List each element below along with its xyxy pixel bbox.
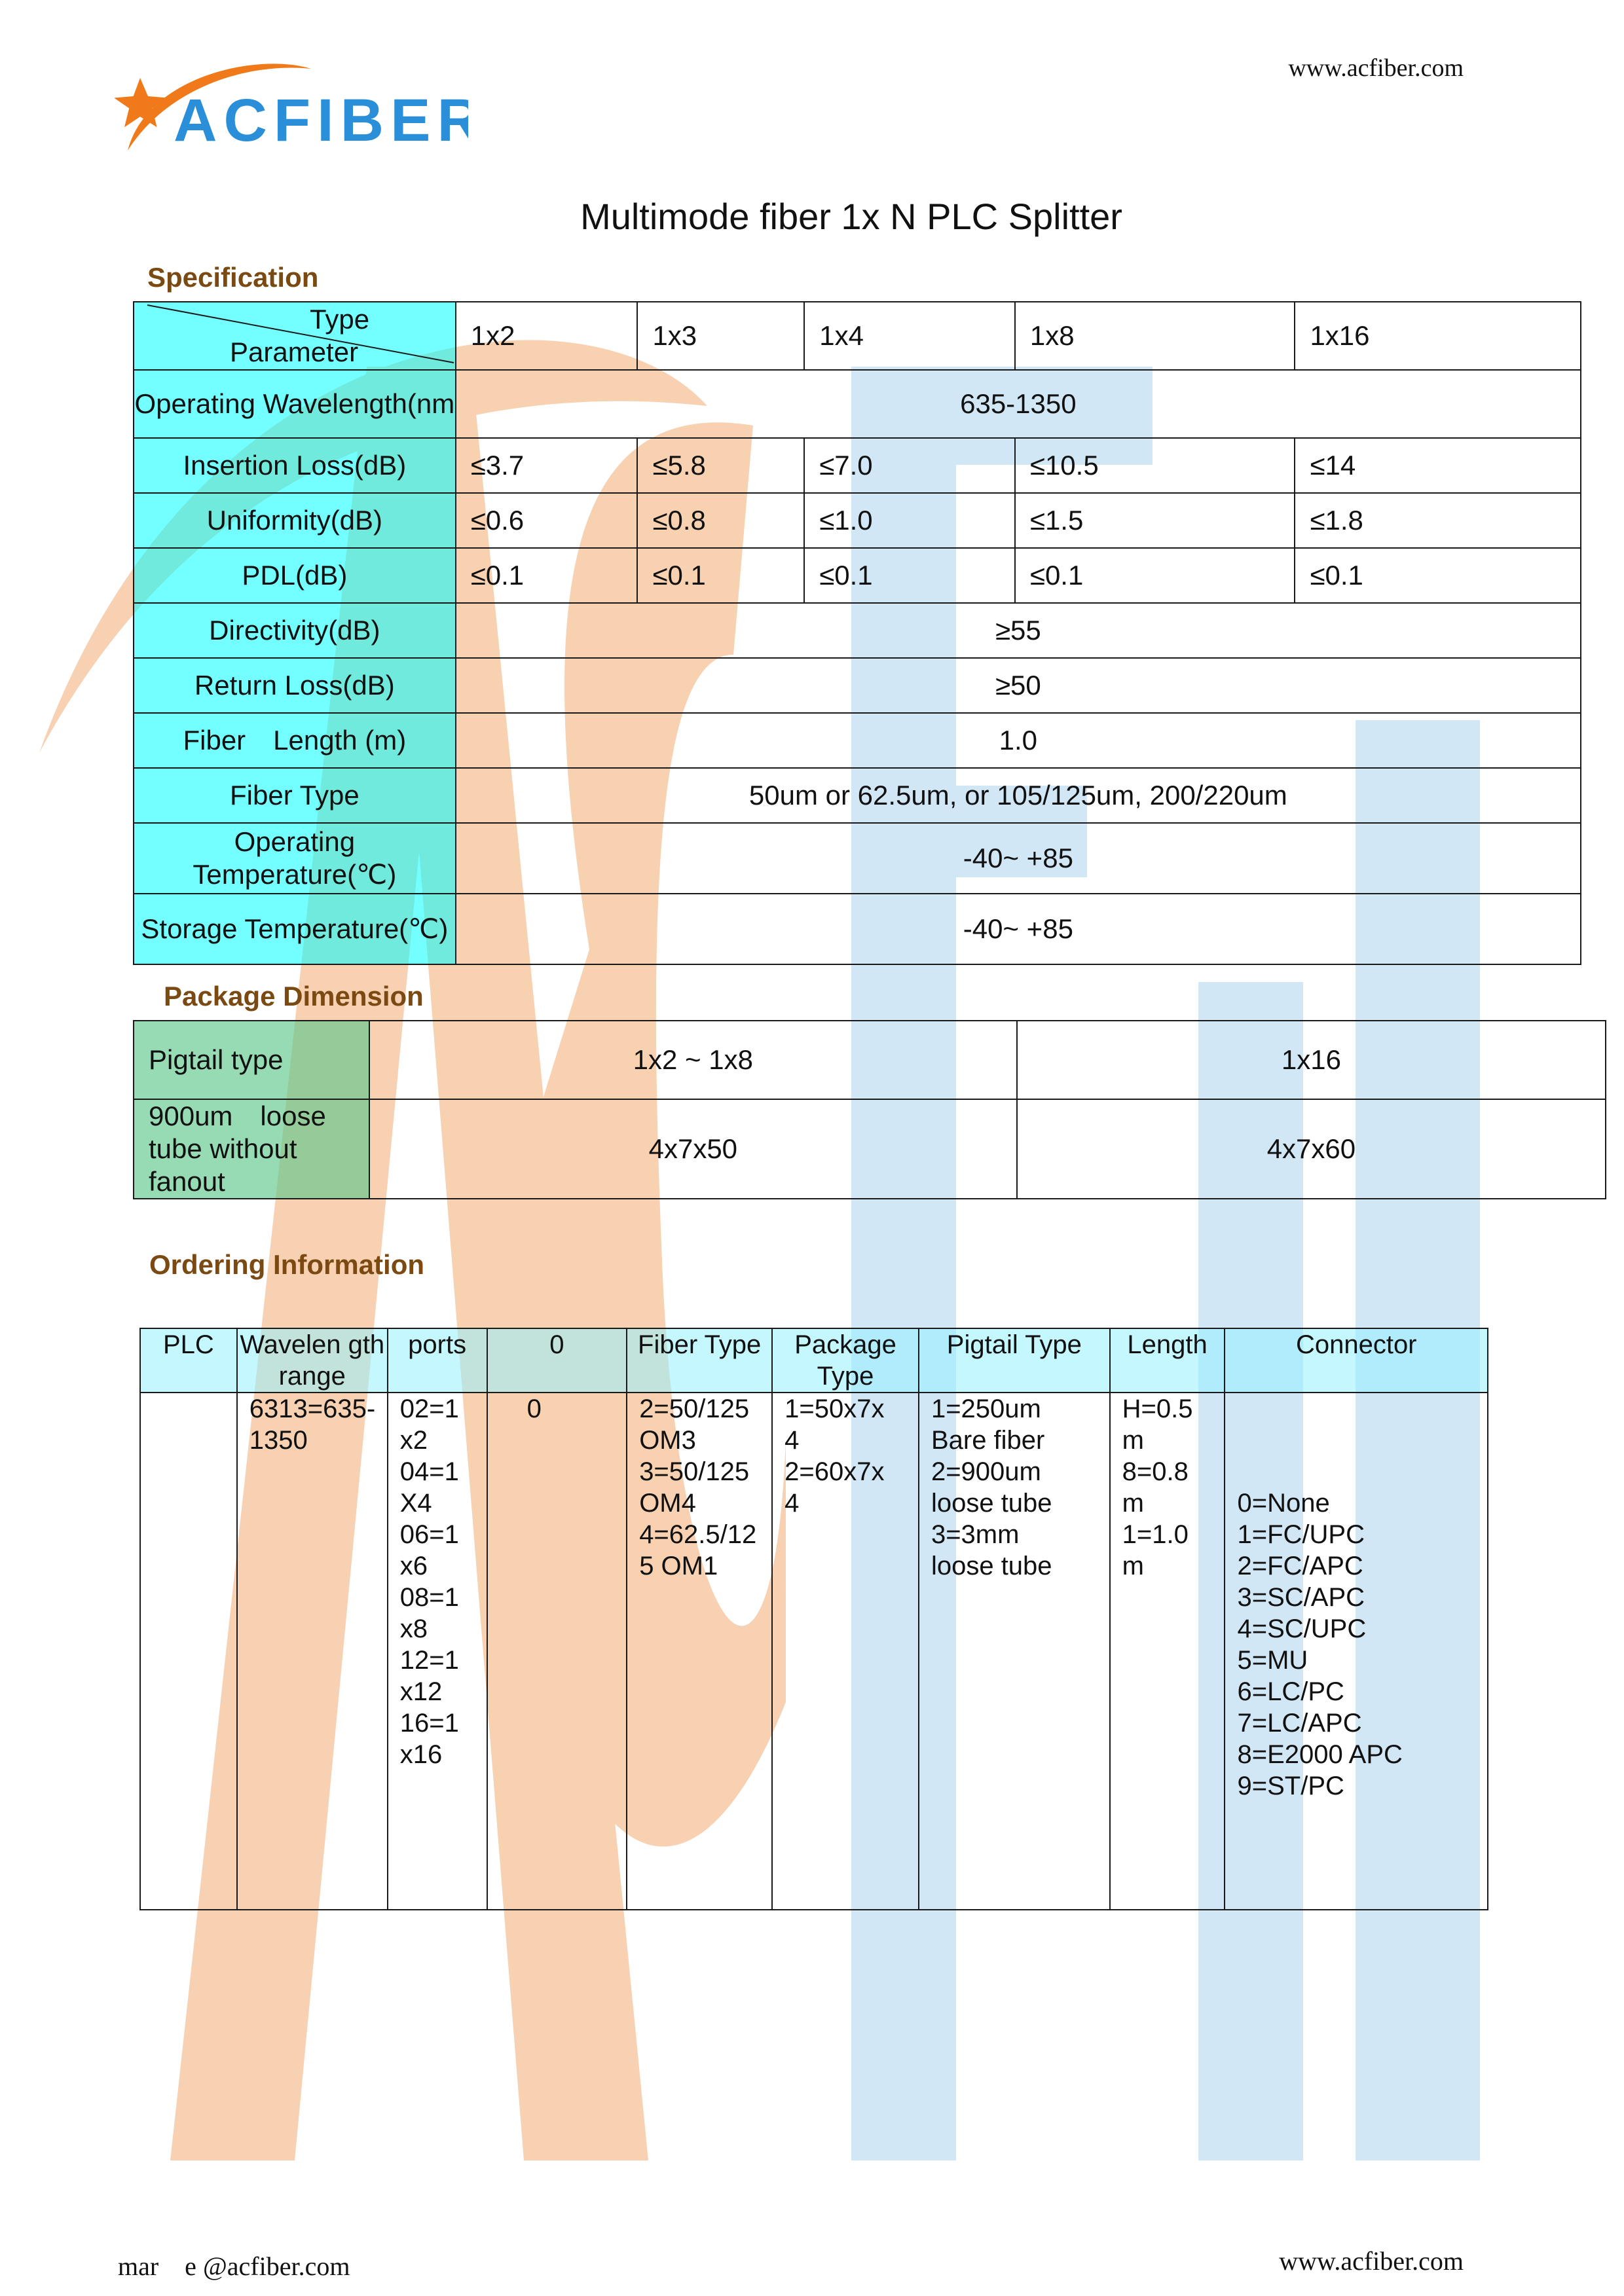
- header-package-type: Package Type: [772, 1328, 919, 1393]
- package-type-line: 1=50x7x: [784, 1394, 885, 1423]
- spec-row-return-loss: [134, 658, 1581, 713]
- spec-header-row: [134, 302, 1581, 370]
- ports-line: 04=1: [399, 1457, 459, 1486]
- insertion-loss-cell: ≤3.7: [456, 438, 638, 493]
- spec-row-fiber-length: [134, 713, 1581, 768]
- connector-line: 6=LC/PC: [1237, 1677, 1344, 1706]
- directivity-value: ≥55: [456, 603, 1581, 658]
- header-wavelength-range: Wavelen gth range: [237, 1328, 388, 1393]
- pdl-cell: ≤0.1: [804, 548, 1015, 603]
- package-col-1x2-1x8: 1x2 ~ 1x8: [369, 1021, 1017, 1099]
- return-loss-value: ≥50: [456, 658, 1581, 713]
- operating-temp-label: Operating Temperature(℃): [134, 823, 456, 894]
- ports-line: x16: [399, 1740, 443, 1769]
- acfiber-logo: [115, 49, 468, 160]
- pigtail-type-line: Bare fiber: [931, 1426, 1045, 1455]
- wavelength-cell: 6313=635-1350: [237, 1393, 388, 1910]
- pigtail-type-line: 3=3mm: [931, 1520, 1020, 1549]
- fiber-length-value: 1.0: [456, 713, 1581, 768]
- connector-line: 0=None: [1237, 1489, 1330, 1518]
- specification-heading: Specification: [147, 262, 319, 293]
- package-heading: Package Dimension: [164, 981, 424, 1011]
- pigtail-type-line: loose tube: [931, 1489, 1052, 1518]
- return-loss-label: Return Loss(dB): [134, 658, 456, 713]
- fiber-type-cell: [627, 1393, 772, 1910]
- pigtail-type-label: Pigtail type: [134, 1021, 369, 1099]
- connector-line: 2=FC/APC: [1237, 1552, 1363, 1580]
- ordering-body-row: [140, 1393, 1488, 1910]
- package-row-pigtail: [134, 1021, 1606, 1099]
- type-parameter-corner: [134, 302, 456, 370]
- uniformity-cell: ≤1.5: [1015, 493, 1295, 548]
- insertion-loss-cell: ≤5.8: [637, 438, 804, 493]
- fiber-type-line: 5 OM1: [639, 1552, 718, 1580]
- header-website[interactable]: www.acfiber.com: [1288, 54, 1464, 82]
- ports-line: 06=1: [399, 1520, 459, 1549]
- package-type-line: 4: [784, 1426, 800, 1455]
- header-connector: Connector: [1225, 1328, 1488, 1393]
- zero-cell: 0: [487, 1393, 627, 1910]
- fiber-type-line: 2=50/125: [639, 1394, 750, 1423]
- operating-temp-value: -40~ +85: [456, 823, 1581, 894]
- specification-table: [133, 301, 1581, 965]
- length-line: H=0.5: [1122, 1394, 1193, 1423]
- type-1x8: 1x8: [1015, 302, 1295, 370]
- ports-line: x8: [399, 1614, 428, 1643]
- pigtail-type-line: 1=250um: [931, 1394, 1041, 1423]
- connector-line: 4=SC/UPC: [1237, 1614, 1367, 1643]
- pdl-cell: ≤0.1: [1015, 548, 1295, 603]
- uniformity-cell: ≤1.8: [1295, 493, 1581, 548]
- connector-line: 7=LC/APC: [1237, 1709, 1362, 1738]
- connector-cell: [1225, 1393, 1488, 1910]
- spec-row-fiber-type: [134, 768, 1581, 823]
- length-line: m: [1122, 1426, 1144, 1455]
- header-fiber-type: Fiber Type: [627, 1328, 772, 1393]
- pigtail-type-line: loose tube: [931, 1552, 1052, 1580]
- ordering-header-row: [140, 1328, 1488, 1393]
- insertion-loss-cell: ≤7.0: [804, 438, 1015, 493]
- package-dim-1x2-1x8: 4x7x50: [369, 1099, 1017, 1199]
- package-table: [133, 1020, 1606, 1199]
- insertion-loss-cell: ≤14: [1295, 438, 1581, 493]
- corner-type-label: Type: [310, 304, 370, 335]
- connector-line: 3=SC/APC: [1237, 1583, 1365, 1612]
- loose-tube-label: 900um loose tube without fanout: [134, 1099, 369, 1199]
- pdl-cell: ≤0.1: [456, 548, 638, 603]
- footer-website[interactable]: www.acfiber.com: [1279, 2246, 1464, 2276]
- fiber-type-line: OM4: [639, 1489, 696, 1518]
- ports-line: x12: [399, 1677, 443, 1706]
- ports-line: 12=1: [399, 1646, 459, 1675]
- pdl-cell: ≤0.1: [1295, 548, 1581, 603]
- fiber-length-label: Fiber Length (m): [134, 713, 456, 768]
- ports-line: 08=1: [399, 1583, 459, 1612]
- footer-email[interactable]: mar e @acfiber.com: [118, 2251, 350, 2281]
- package-type-line: 4: [784, 1489, 800, 1518]
- connector-line: 9=ST/PC: [1237, 1772, 1344, 1800]
- operating-wavelength-value: 635-1350: [456, 370, 1581, 438]
- fiber-type-line: 3=50/125: [639, 1457, 750, 1486]
- ports-cell: [388, 1393, 487, 1910]
- type-1x4: 1x4: [804, 302, 1015, 370]
- storage-temp-value: -40~ +85: [456, 894, 1581, 964]
- uniformity-cell: ≤0.6: [456, 493, 638, 548]
- header-length: Length: [1110, 1328, 1225, 1393]
- type-1x2: 1x2: [456, 302, 638, 370]
- pdl-cell: ≤0.1: [637, 548, 804, 603]
- header-pigtail-type: Pigtail Type: [919, 1328, 1110, 1393]
- uniformity-cell: ≤0.8: [637, 493, 804, 548]
- pdl-label: PDL(dB): [134, 548, 456, 603]
- uniformity-cell: ≤1.0: [804, 493, 1015, 548]
- connector-line: 1=FC/UPC: [1237, 1520, 1365, 1549]
- package-type-line: 2=60x7x: [784, 1457, 885, 1486]
- uniformity-label: Uniformity(dB): [134, 493, 456, 548]
- insertion-loss-cell: ≤10.5: [1015, 438, 1295, 493]
- plc-cell: [140, 1393, 237, 1910]
- length-line: 1=1.0: [1122, 1520, 1189, 1549]
- connector-line: 5=MU: [1237, 1646, 1308, 1675]
- ports-line: 02=1: [399, 1394, 459, 1423]
- spec-row-uniformity: [134, 493, 1581, 548]
- operating-wavelength-label: Operating Wavelength(nm: [134, 370, 456, 438]
- length-cell: [1110, 1393, 1225, 1910]
- spec-row-wavelength: [134, 370, 1581, 438]
- pigtail-type-line: 2=900um: [931, 1457, 1041, 1486]
- fiber-type-label: Fiber Type: [134, 768, 456, 823]
- length-line: m: [1122, 1552, 1144, 1580]
- ordering-heading: Ordering Information: [149, 1249, 424, 1280]
- ports-line: X4: [399, 1489, 432, 1518]
- fiber-type-line: OM3: [639, 1426, 696, 1455]
- spec-row-directivity: [134, 603, 1581, 658]
- spec-row-storage-temp: [134, 894, 1581, 964]
- type-1x3: 1x3: [637, 302, 804, 370]
- package-row-900um: [134, 1099, 1606, 1199]
- fiber-type-line: 4=62.5/12: [639, 1520, 757, 1549]
- package-dim-1x16: 4x7x60: [1017, 1099, 1606, 1199]
- ports-line: 16=1: [399, 1709, 459, 1738]
- spec-row-pdl: [134, 548, 1581, 603]
- fiber-type-value: 50um or 62.5um, or 105/125um, 200/220um: [456, 768, 1581, 823]
- connector-line: 8=E2000 APC: [1237, 1740, 1403, 1769]
- header-plc: PLC: [140, 1328, 237, 1393]
- header-zero: 0: [487, 1328, 627, 1393]
- length-line: 8=0.8: [1122, 1457, 1189, 1486]
- corner-parameter-label: Parameter: [230, 337, 359, 367]
- header-ports: ports: [388, 1328, 487, 1393]
- directivity-label: Directivity(dB): [134, 603, 456, 658]
- insertion-loss-label: Insertion Loss(dB): [134, 438, 456, 493]
- ports-line: x6: [399, 1552, 428, 1580]
- length-line: m: [1122, 1489, 1144, 1518]
- package-type-cell: [772, 1393, 919, 1910]
- type-1x16: 1x16: [1295, 302, 1581, 370]
- package-col-1x16: 1x16: [1017, 1021, 1606, 1099]
- ordering-table: [139, 1328, 1488, 1910]
- storage-temp-label: Storage Temperature(℃): [134, 894, 456, 964]
- spec-row-operating-temp: [134, 823, 1581, 894]
- pigtail-type-cell: [919, 1393, 1110, 1910]
- svg-text:ACFIBER: ACFIBER: [174, 87, 468, 154]
- spec-row-insertion-loss: [134, 438, 1581, 493]
- ports-line: x2: [399, 1426, 428, 1455]
- page-title: Multimode fiber 1x N PLC Splitter: [580, 196, 1122, 237]
